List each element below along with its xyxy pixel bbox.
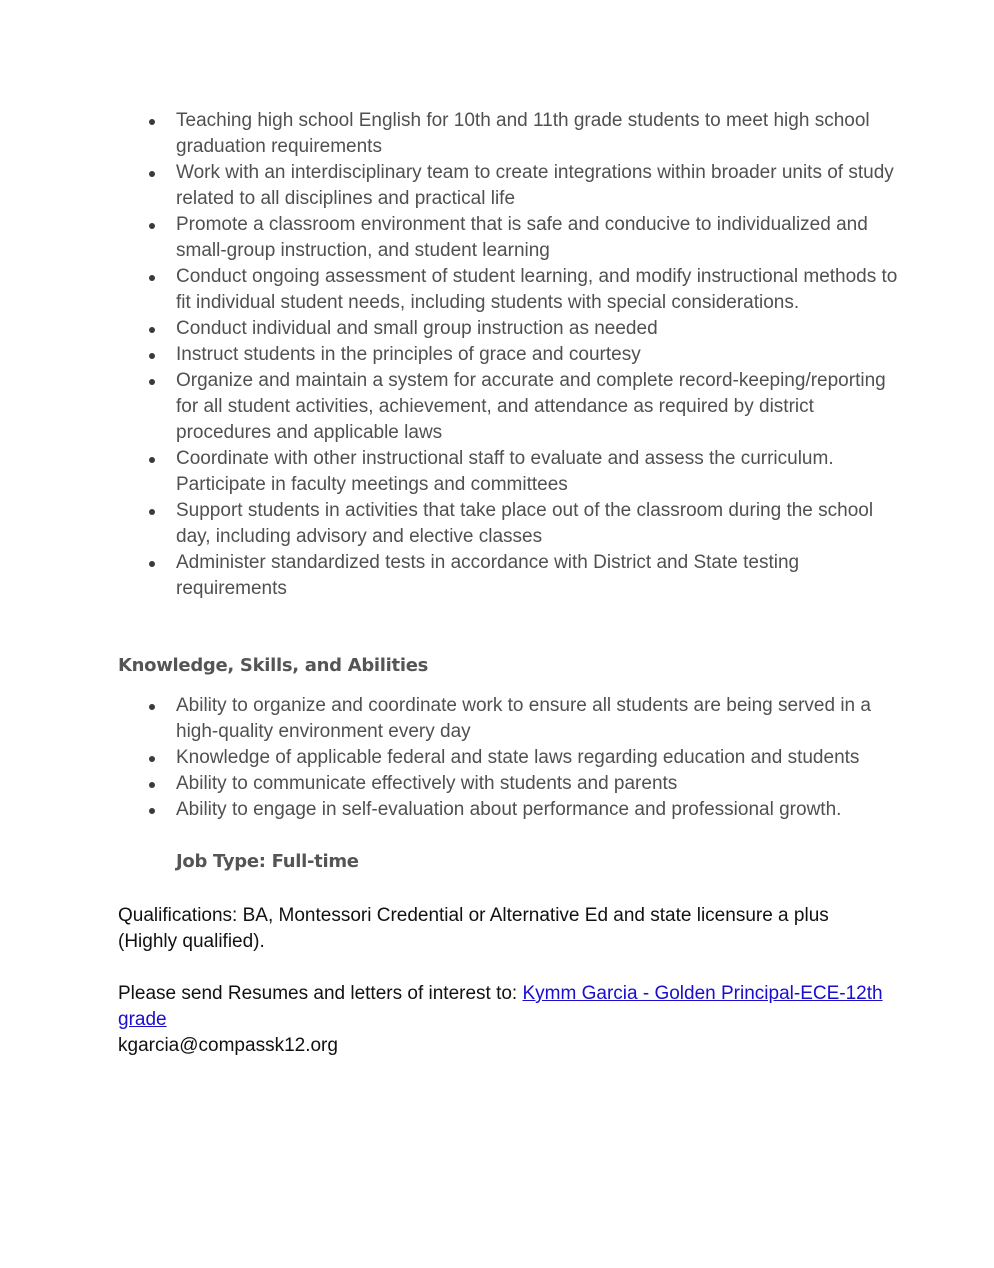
list-item-text: Ability to engage in self-evaluation about performance and professional growth. (176, 799, 842, 820)
list-item (118, 498, 908, 550)
list-item (118, 797, 908, 823)
list-item-text: Promote a classroom environment that is safe and conducive to individualized and small-group instruction, and student learning (176, 214, 868, 261)
list-item (118, 550, 908, 602)
list-item-text: Support students in activities that take place out of the classroom during the school day, including advisory and elective classes (176, 500, 874, 547)
list-item (118, 212, 908, 264)
principal-contact-link[interactable]: Kymm Garcia - Golden Principal-ECE-12th grade (118, 983, 883, 1030)
list-item (118, 108, 908, 160)
bullet-icon (149, 379, 155, 385)
bullet-icon (149, 808, 155, 814)
list-item-text: Ability to organize and coordinate work to ensure all students are being served in a high-quality environment every day (176, 695, 871, 742)
bullet-icon (149, 223, 155, 229)
bullet-icon (149, 171, 155, 177)
list-item (118, 771, 908, 797)
bullet-icon (149, 756, 155, 762)
list-item (118, 160, 908, 212)
list-item-text: Organize and maintain a system for accurate and complete record-keeping/reporting for all student activities, achievement, and attendance as required by district procedures and applicable laws (176, 370, 886, 443)
bullet-icon (149, 782, 155, 788)
qualifications-text: Qualifications: BA, Montessori Credential or Alternative Ed and state licensure a plus (Highly qualified). (118, 905, 829, 952)
list-item (118, 342, 908, 368)
list-item-text: Knowledge of applicable federal and state laws regarding education and students (176, 747, 860, 768)
list-item (118, 745, 908, 771)
kas-heading: Knowledge, Skills, and Abilities (118, 655, 429, 676)
bullet-icon (149, 327, 155, 333)
list-item (118, 264, 908, 316)
duties-list (118, 108, 908, 602)
list-item-text: Ability to communicate effectively with students and parents (176, 773, 678, 794)
bullet-icon (149, 119, 155, 125)
bullet-icon (149, 509, 155, 515)
bullet-icon (149, 353, 155, 359)
list-item-text: Coordinate with other instructional staff to evaluate and assess the curriculum. Participate in faculty meetings and committees (176, 448, 834, 495)
list-item-text: Work with an interdisciplinary team to create integrations within broader units of study related to all disciplines and practical life (176, 162, 894, 209)
list-item-text: Conduct individual and small group instruction as needed (176, 318, 658, 339)
list-item-text: Conduct ongoing assessment of student learning, and modify instructional methods to fit individual student needs, including students with special considerations. (176, 266, 898, 313)
list-item (118, 446, 908, 498)
contact-block (118, 981, 888, 1059)
list-item-text: Instruct students in the principles of grace and courtesy (176, 344, 641, 365)
bullet-icon (149, 704, 155, 710)
contact-email: kgarcia@compassk12.org (118, 1035, 338, 1056)
bullet-icon (149, 457, 155, 463)
list-item (118, 368, 908, 446)
bullet-icon (149, 275, 155, 281)
kas-list (118, 693, 908, 823)
bullet-icon (149, 561, 155, 567)
contact-prefix: Please send Resumes and letters of interest to: (118, 983, 523, 1004)
list-item-text: Teaching high school English for 10th and 11th grade students to meet high school graduation requirements (176, 110, 870, 157)
list-item-text: Administer standardized tests in accordance with District and State testing requirements (176, 552, 800, 599)
job-type-heading: Job Type: Full-time (176, 851, 359, 872)
list-item (118, 316, 908, 342)
list-item (118, 693, 908, 745)
